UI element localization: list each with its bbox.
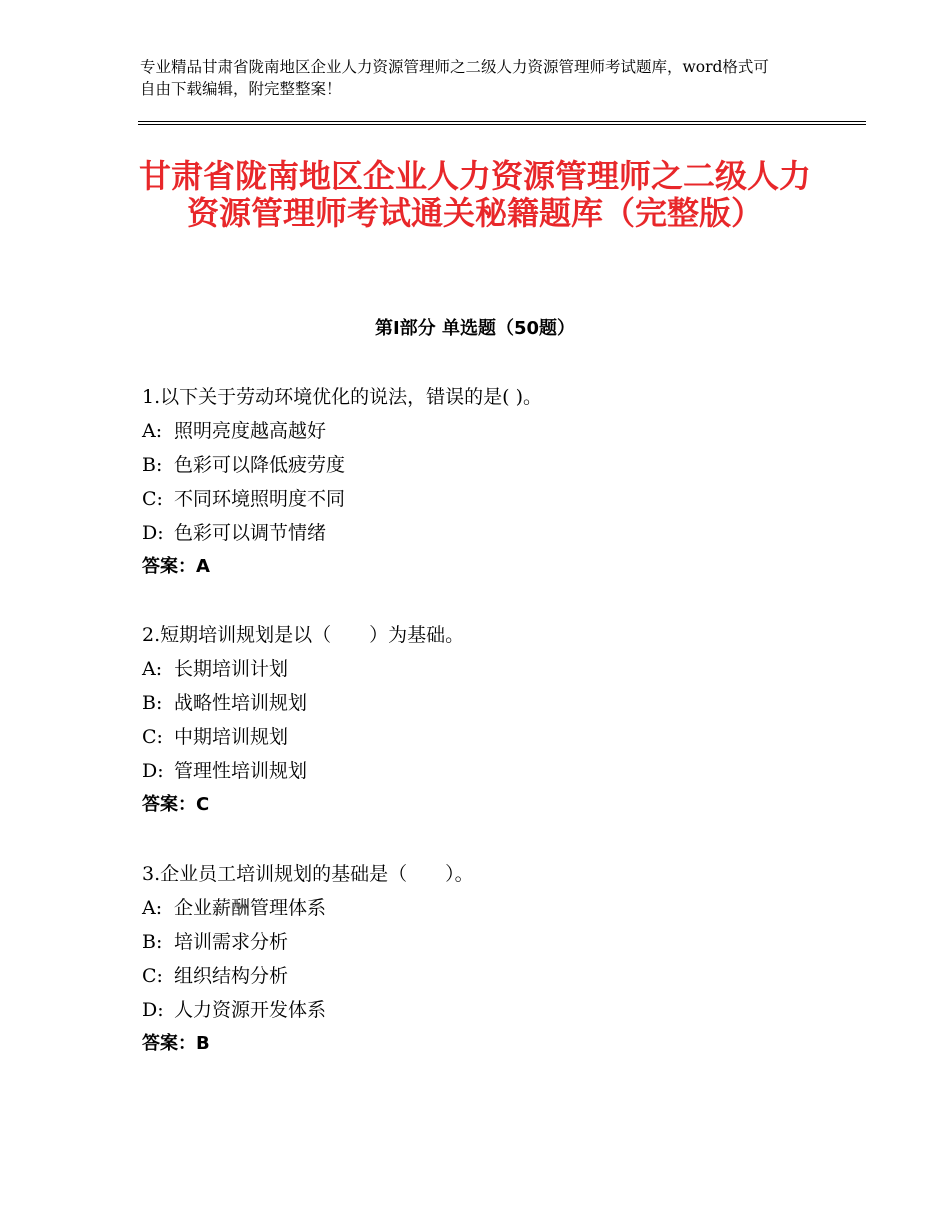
option-letter: B: xyxy=(142,931,163,953)
document-title: 甘肃省陇南地区企业人力资源管理师之二级人力资源管理师考试通关秘籍题库（完整版） xyxy=(138,157,811,232)
option-c xyxy=(142,720,842,754)
question-stem: 2.短期培训规划是以（ ）为基础。 xyxy=(142,624,465,646)
header-note: 专业精品甘肃省陇南地区企业人力资源管理师之二级人力资源管理师考试题库，word格式可自由下载编辑，附完整整案！ xyxy=(140,58,769,98)
option-d xyxy=(142,516,842,550)
option-d xyxy=(142,993,842,1027)
option-letter: B: xyxy=(142,692,163,714)
option-letter: D: xyxy=(142,999,164,1021)
option-text: 中期培训规划 xyxy=(174,726,289,748)
option-text: 战略性培训规划 xyxy=(174,692,308,714)
option-text: 人力资源开发体系 xyxy=(174,999,327,1021)
option-b xyxy=(142,686,842,720)
option-d xyxy=(142,754,842,788)
option-a xyxy=(142,652,842,686)
option-text: 长期培训计划 xyxy=(174,658,289,680)
answer: 答案：C xyxy=(142,794,210,815)
option-letter: D: xyxy=(142,760,164,782)
question-1 xyxy=(142,380,842,584)
answer: 答案：A xyxy=(142,556,210,577)
option-letter: C: xyxy=(142,488,163,510)
section-heading: 第Ⅰ部分 单选题（50题） xyxy=(374,318,575,339)
option-c xyxy=(142,482,842,516)
option-text: 照明亮度越高越好 xyxy=(174,420,327,442)
option-letter: C: xyxy=(142,965,163,987)
option-letter: B: xyxy=(142,454,163,476)
option-letter: A: xyxy=(142,897,163,919)
header-divider-thin xyxy=(138,121,866,122)
option-text: 企业薪酬管理体系 xyxy=(174,897,327,919)
option-b xyxy=(142,925,842,959)
answer: 答案：B xyxy=(142,1033,210,1054)
option-letter: C: xyxy=(142,726,163,748)
option-text: 管理性培训规划 xyxy=(174,760,308,782)
question-3 xyxy=(142,857,842,1061)
option-letter: A: xyxy=(142,420,163,442)
option-a xyxy=(142,414,842,448)
option-letter: A: xyxy=(142,658,163,680)
option-text: 色彩可以调节情绪 xyxy=(174,522,327,544)
header-divider-thick xyxy=(138,124,866,125)
option-text: 不同环境照明度不同 xyxy=(174,488,346,510)
option-text: 培训需求分析 xyxy=(174,931,289,953)
option-text: 组织结构分析 xyxy=(174,965,289,987)
option-b xyxy=(142,448,842,482)
question-stem: 1.以下关于劳动环境优化的说法，错误的是( )。 xyxy=(142,386,542,408)
option-a xyxy=(142,891,842,925)
question-stem: 3.企业员工培训规划的基础是（ ）。 xyxy=(142,863,474,885)
option-c xyxy=(142,959,842,993)
option-letter: D: xyxy=(142,522,164,544)
question-2 xyxy=(142,618,842,822)
option-text: 色彩可以降低疲劳度 xyxy=(174,454,346,476)
